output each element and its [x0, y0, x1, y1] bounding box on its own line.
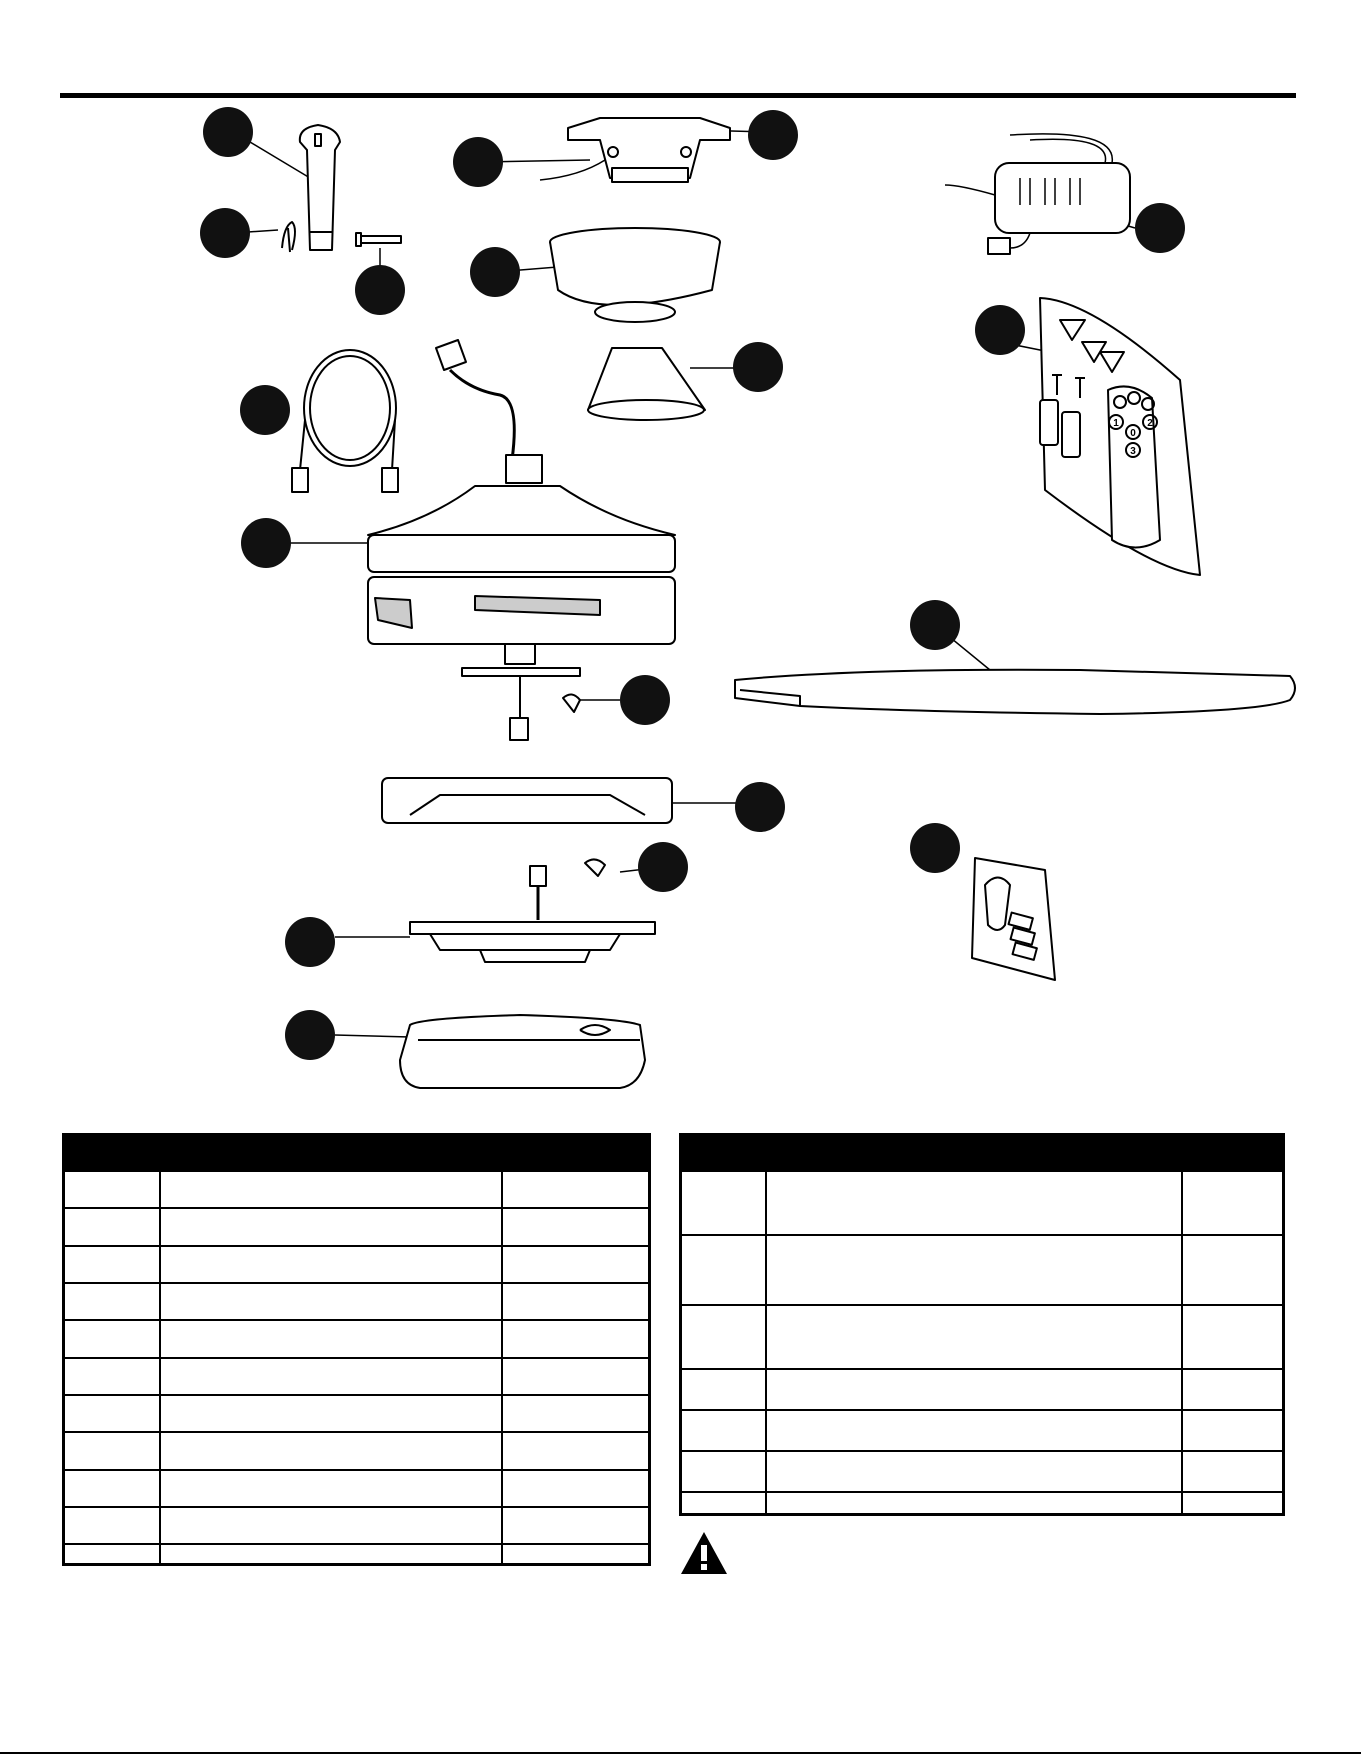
- table-header-row: [682, 1136, 1282, 1171]
- canopy-cover-illustration: [588, 348, 705, 420]
- callout-bullet: [453, 137, 503, 187]
- table-cell: [65, 1208, 160, 1245]
- downrod-illustration: [300, 125, 340, 250]
- table-cell: [1182, 1171, 1282, 1235]
- table-cell: [682, 1171, 766, 1235]
- table-cell: [766, 1235, 1182, 1305]
- table-cell: [160, 1320, 502, 1357]
- table-row: [682, 1369, 1282, 1410]
- table-cell: [502, 1283, 648, 1320]
- table-cell: [766, 1171, 1182, 1235]
- table-header-row: [65, 1136, 648, 1171]
- table-row: [682, 1451, 1282, 1492]
- table-cell: [65, 1320, 160, 1357]
- table-cell: [65, 1171, 160, 1208]
- table-row: [65, 1432, 648, 1469]
- callout-bullet: [203, 107, 253, 157]
- hairpin-clip-illustration: [282, 222, 295, 252]
- remote-button-2-label: 2: [1147, 418, 1153, 429]
- callout-bullet: [638, 842, 688, 892]
- light-kit-plate-illustration: [410, 866, 655, 962]
- table-cell: [160, 1470, 502, 1507]
- light-bowl-illustration: [400, 1015, 645, 1088]
- callout-bullet: [1135, 203, 1185, 253]
- table-cell: [766, 1492, 1182, 1513]
- table-cell: [160, 1246, 502, 1283]
- mounting-bracket-illustration: [540, 118, 730, 182]
- header-cell: [160, 1136, 502, 1171]
- table-row: [65, 1246, 648, 1283]
- table-cell: [65, 1246, 160, 1283]
- table-cell: [682, 1410, 766, 1451]
- callout-bullet: [910, 600, 960, 650]
- table-cell: [682, 1492, 766, 1513]
- table-row: [65, 1395, 648, 1432]
- callout-bullet: [620, 675, 670, 725]
- canopy-illustration: [550, 228, 720, 322]
- table-cell: [682, 1235, 766, 1305]
- remote-button-1-label: 1: [1113, 418, 1119, 429]
- callout-bullet: [735, 782, 785, 832]
- parts-table-right: [679, 1133, 1285, 1516]
- callout-bullet: [975, 305, 1025, 355]
- table-cell: [766, 1451, 1182, 1492]
- table-cell: [1182, 1492, 1282, 1513]
- callout-bullet: [200, 208, 250, 258]
- table-cell: [65, 1470, 160, 1507]
- callout-bullet: [470, 247, 520, 297]
- extension-wire-illustration: [292, 350, 398, 492]
- callout-bullet: [355, 265, 405, 315]
- table-cell: [682, 1369, 766, 1410]
- remote-button-0-label: 0: [1130, 428, 1136, 439]
- parts-table-left: [62, 1133, 651, 1566]
- remote-button-3-label: 3: [1130, 446, 1136, 457]
- table-row: [65, 1358, 648, 1395]
- table-cell: [502, 1395, 648, 1432]
- table-row: [682, 1171, 1282, 1235]
- clevis-pin-illustration: [356, 233, 401, 246]
- header-cell: [1182, 1136, 1282, 1171]
- footer-rule: [0, 1752, 1361, 1754]
- table-cell: [682, 1451, 766, 1492]
- parts-diagram: [0, 98, 1361, 1108]
- table-cell: [1182, 1305, 1282, 1369]
- table-cell: [502, 1432, 648, 1469]
- table-row: [682, 1410, 1282, 1451]
- table-cell: [502, 1544, 648, 1563]
- table-row: [65, 1171, 648, 1208]
- balancing-kit-illustration: [972, 858, 1055, 980]
- table-cell: [502, 1208, 648, 1245]
- table-cell: [160, 1432, 502, 1469]
- table-cell: [65, 1358, 160, 1395]
- table-cell: [65, 1507, 160, 1544]
- callout-bullet: [748, 110, 798, 160]
- table-cell: [65, 1283, 160, 1320]
- header-cell: [766, 1136, 1182, 1171]
- table-cell: [1182, 1451, 1282, 1492]
- warning-triangle-icon: [679, 1530, 729, 1576]
- table-cell: [160, 1544, 502, 1563]
- header-cell: [65, 1136, 160, 1171]
- header-cell: [502, 1136, 648, 1171]
- table-cell: [502, 1358, 648, 1395]
- table-row: [682, 1492, 1282, 1513]
- table-cell: [766, 1305, 1182, 1369]
- table-cell: [65, 1544, 160, 1563]
- table-cell: [502, 1171, 648, 1208]
- callout-bullet: [733, 342, 783, 392]
- table-cell: [682, 1305, 766, 1369]
- table-cell: [1182, 1369, 1282, 1410]
- table-row: [682, 1235, 1282, 1305]
- callout-bullet: [285, 1010, 335, 1060]
- table-cell: [160, 1395, 502, 1432]
- table-row: [65, 1283, 648, 1320]
- table-cell: [160, 1208, 502, 1245]
- callout-bullet: [240, 385, 290, 435]
- table-cell: [766, 1369, 1182, 1410]
- table-cell: [502, 1246, 648, 1283]
- table-row: [65, 1470, 648, 1507]
- table-cell: [160, 1358, 502, 1395]
- table-row: [682, 1305, 1282, 1369]
- callout-bullet: [241, 518, 291, 568]
- hardware-bag-illustration: [1040, 298, 1200, 575]
- table-cell: [160, 1507, 502, 1544]
- table-cell: [1182, 1410, 1282, 1451]
- table-row: [65, 1507, 648, 1544]
- switch-housing-cover-illustration: [382, 778, 672, 823]
- receiver-illustration: [945, 134, 1130, 254]
- header-cell: [682, 1136, 766, 1171]
- table-cell: [766, 1410, 1182, 1451]
- callout-bullet: [285, 917, 335, 967]
- table-cell: [160, 1283, 502, 1320]
- fan-blade-illustration: [735, 670, 1295, 714]
- table-cell: [502, 1507, 648, 1544]
- callout-bullet: [910, 823, 960, 873]
- table-row: [65, 1320, 648, 1357]
- table-cell: [65, 1395, 160, 1432]
- table-row: [65, 1208, 648, 1245]
- table-cell: [65, 1432, 160, 1469]
- table-cell: [1182, 1235, 1282, 1305]
- table-cell: [160, 1171, 502, 1208]
- table-cell: [502, 1470, 648, 1507]
- table-cell: [502, 1320, 648, 1357]
- table-row: [65, 1544, 648, 1563]
